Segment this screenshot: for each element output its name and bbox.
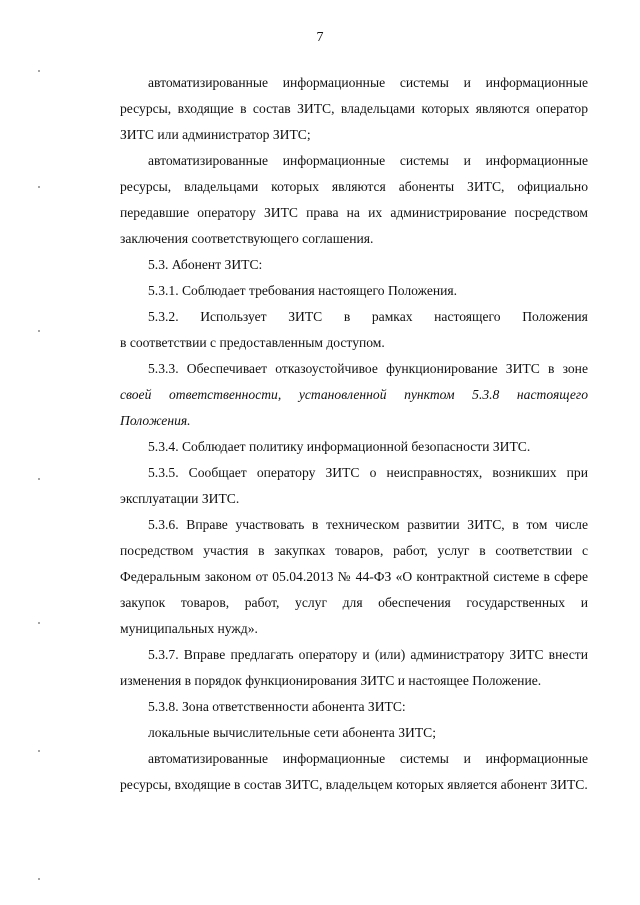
clause-5-3-3-text: 5.3.3. Обеспечивает отказоустойчивое функционирование ЗИТС в зоне (148, 361, 588, 376)
clause-5-3-7: 5.3.7. Вправе предлагать оператору и (или) администратору ЗИТС внести изменения в порядок функционирования ЗИТС и настоящее Положение. (120, 647, 588, 688)
word: ЗИТС (288, 309, 323, 324)
word: Положения (522, 309, 588, 324)
word: Использует (200, 309, 267, 324)
clause-5-3-2-tail: в соответствии с предоставленным доступом. (120, 335, 385, 350)
scan-speck (38, 70, 40, 72)
paragraph-ais-subscribers: автоматизированные информационные системы и информационные ресурсы, владельцами которых являются абоненты ЗИТС, официально передавшие оператору ЗИТС права на их администрирование посредством заключения соответствующего соглашения. (120, 153, 588, 246)
list-item-local-networks: локальные вычислительные сети абонента ЗИТС; (148, 725, 436, 740)
clause-5-3-4: 5.3.4. Соблюдает политику информационной безопасности ЗИТС. (148, 439, 531, 454)
document-body (120, 70, 588, 798)
list-item-ais-subscriber: автоматизированные информационные системы и информационные ресурсы, входящие в состав ЗИТС, владельцем которых является абонент ЗИТС. (120, 751, 588, 792)
clause-5-3-3-italic-text: своей ответственности, установленной пунктом 5.3.8 настоящего Положения. (120, 387, 588, 428)
clause-5-3-8: 5.3.8. Зона ответственности абонента ЗИТС: (148, 699, 406, 714)
word: рамках (371, 309, 413, 324)
clause-5-3-6: 5.3.6. Вправе участвовать в техническом развитии ЗИТС, в том числе посредством участия в закупках товаров, работ, услуг в соответствии с Федеральным законом от 05.04.2013 № 44-ФЗ «О контрактной системе в сфере закупок товаров, работ, услуг для обеспечения государственных и муниципальных нужд». (120, 517, 588, 636)
section-heading-5-3: 5.3. Абонент ЗИТС: (148, 257, 263, 272)
clause-5-3-1: 5.3.1. Соблюдает требования настоящего Положения. (148, 283, 458, 298)
scan-margin-marks (38, 0, 44, 905)
clause-5-3-5: 5.3.5. Сообщает оператору ЗИТС о неисправностях, возникших при эксплуатации ЗИТС. (120, 465, 588, 506)
scan-speck (38, 750, 40, 752)
page-number: 7 (316, 30, 324, 45)
scan-speck (38, 478, 40, 480)
scan-speck (38, 186, 40, 188)
word: 5.3.2. (148, 309, 179, 324)
word: настоящего (434, 309, 501, 324)
scan-speck (38, 622, 40, 624)
scan-speck (38, 330, 40, 332)
clause-5-3-2 (120, 304, 588, 356)
clause-5-3-3 (120, 356, 588, 434)
word: в (343, 309, 351, 324)
clause-5-3-2-first-line (120, 304, 588, 330)
scan-speck (38, 878, 40, 880)
paragraph-ais-operator: автоматизированные информационные системы и информационные ресурсы, входящие в состав ЗИТС, владельцами которых являются оператор ЗИТС или администратор ЗИТС; (120, 75, 588, 142)
